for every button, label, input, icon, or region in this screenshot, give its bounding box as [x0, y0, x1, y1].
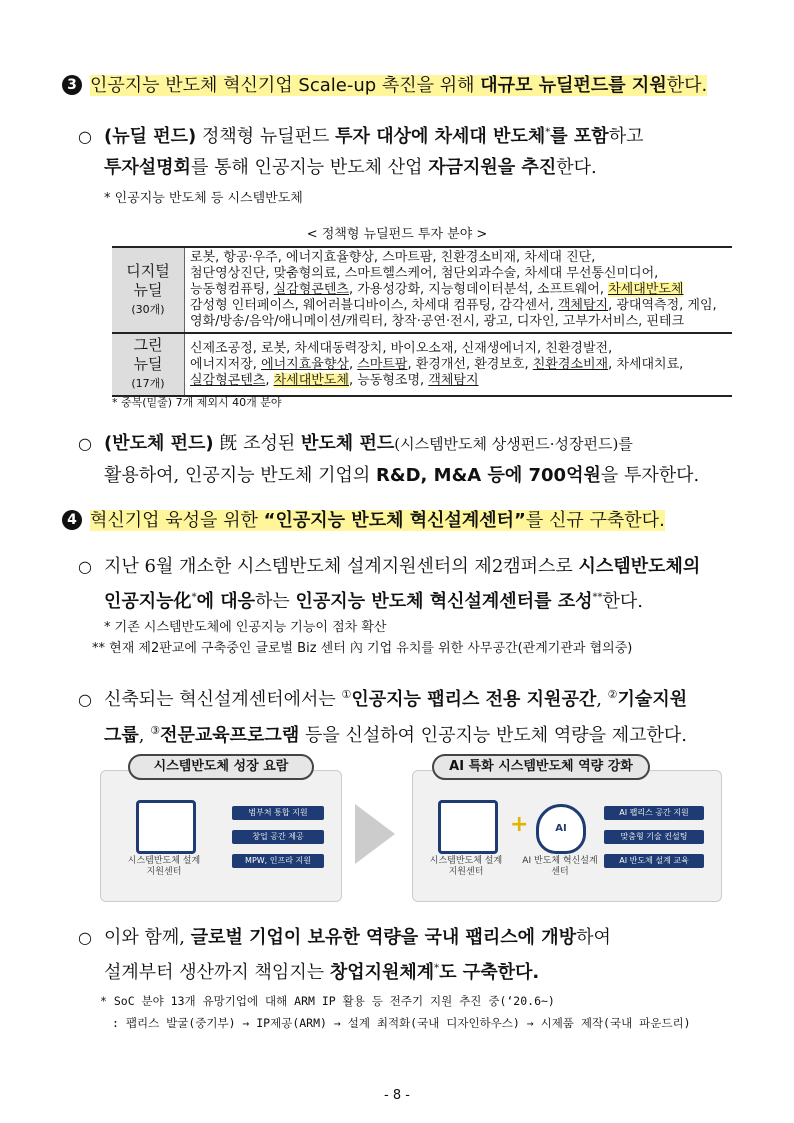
text: 한다. [602, 591, 644, 612]
t: , 가용성강화, 지능형데이터분석, 소프트웨어, [348, 282, 609, 297]
emphasis: 인공지능 반도체 혁신설계센터를 조성 [295, 591, 593, 612]
t: , 능동형조명, [348, 372, 429, 388]
section-4-emphasis: “인공지능 반도체 혁신설계센터” [263, 510, 526, 531]
bullet-marker: ○ [78, 434, 92, 453]
footnote-mark: * [545, 127, 551, 138]
footnote-1: * 인공지능 반도체 등 시스템반도체 [104, 191, 303, 206]
section-3-emphasis: 대규모 뉴딜펀드를 지원 [480, 75, 667, 96]
bullet-marker: ○ [78, 557, 92, 576]
section-3-text: 인공지능 반도체 혁신기업 Scale-up 촉진을 위해 [90, 75, 481, 96]
circled-number: ② [607, 688, 618, 701]
t: 능동형컴퓨팅, [190, 282, 274, 297]
right-panel-title: AI 특화 시스템반도체 역량 강화 [432, 754, 650, 780]
emphasis: 에 대응 [196, 591, 255, 612]
field-line [190, 282, 727, 298]
t: 차세대반도체 [608, 282, 684, 297]
cat-count: (30개) [131, 302, 165, 316]
t: , 차세대치료, [608, 356, 684, 372]
text: 을 투자한다. [600, 465, 700, 486]
field-line [190, 357, 727, 373]
table-row [112, 333, 732, 396]
t: 객체탐지 [428, 372, 479, 388]
t: , [265, 372, 274, 388]
chip-icon [438, 800, 498, 854]
t: 차세대반도체 [273, 372, 349, 388]
table-caption: < 정책형 뉴딜펀드 투자 분야 > [306, 227, 488, 242]
right-item-2: 맞춤형 기술 컨설팅 [604, 830, 704, 844]
emphasis: 창업지원체계 [329, 962, 435, 983]
emphasis: 도 구축한다. [439, 962, 540, 983]
text: 하는 [255, 591, 296, 612]
t: , [348, 356, 358, 372]
field-line: 영화/방송/음악/애니메이션/캐릭터, 창작·공연·전시, 광고, 디자인, 고부가서비스, 핀테크 [190, 314, 685, 329]
page-number: - 8 - [384, 1088, 410, 1103]
cat-count: (17개) [131, 377, 165, 390]
arrow-icon [355, 804, 395, 864]
emphasis: 전문교육프로그램 [160, 725, 300, 746]
section-3-number: 3 [62, 75, 82, 95]
field-line: 신제조공정, 로봇, 차세대동력장치, 바이오소재, 신재생에너지, 친환경발전, [190, 340, 613, 356]
footnote-5: * SoC 분야 13개 유망기업에 대해 ARM IP 활용 등 전주기 지원 추진 중(‘20.6~) [100, 994, 555, 1008]
plus-icon: + [510, 812, 529, 837]
emphasis: 자금지원을 추진 [428, 157, 557, 178]
text: 한다. [556, 157, 597, 178]
emphasis: 투자 대상에 차세대 반도체 [335, 126, 546, 147]
t: 실감형콘텐츠 [273, 282, 349, 297]
emphasis: 글로벌 기업이 보유한 역량을 국내 팹리스에 개방 [190, 927, 577, 948]
t: 스마트팜 [357, 356, 408, 372]
bullet-marker: ○ [78, 690, 92, 709]
text: 이와 함께, [104, 927, 191, 948]
t: , 광대역측정, 게임, [608, 298, 717, 313]
text: 旣 조성된 [213, 433, 302, 454]
left-item-2: 창업 공간 제공 [232, 830, 324, 844]
t: 에너지저장, [190, 356, 262, 372]
bullet-label: (반도체 펀드) [104, 433, 214, 454]
section-4-number: 4 [62, 510, 82, 530]
emphasis: 반도체 펀드 [301, 433, 395, 454]
green-fields [185, 333, 733, 396]
t: , 환경개선, 환경보호, [407, 356, 533, 372]
text: , [138, 725, 151, 746]
emphasis: 투자설명회 [104, 157, 191, 178]
cat-label: 뉴딜 [133, 280, 163, 299]
text: 하여 [576, 927, 611, 948]
bullet-newdeal-fund [78, 117, 730, 183]
field-line [190, 298, 727, 314]
left-chip-label: 시스템반도체 설계지원센터 [127, 856, 201, 877]
emphasis: 그룹 [104, 725, 139, 746]
bullet-label: (뉴딜 펀드) [104, 126, 197, 147]
cat-label: 뉴딜 [133, 355, 163, 373]
footnote-6: : 팹리스 발굴(중기부) → IP제공(ARM) → 설계 최적화(국내 디자인하우스) → 시제품 제작(국내 파운드리) [112, 1016, 691, 1030]
footnote-mark: * [191, 592, 197, 603]
section-4-text: 혁신기업 육성을 위한 [90, 510, 264, 531]
text: 활용하여, 인공지능 반도체 기업의 [104, 465, 377, 486]
bullet-startup-support [78, 922, 730, 988]
strategy-figure [100, 752, 722, 902]
cat-label: 그린 [133, 336, 163, 354]
field-line [190, 373, 727, 389]
section-3-heading [62, 73, 707, 99]
t: 객체탐지 [557, 298, 609, 313]
invest-table [112, 246, 732, 397]
section-4-heading [62, 508, 665, 534]
text: 하고 [608, 126, 644, 147]
text: 지난 6월 개소한 시스템반도체 설계지원센터의 제2캠퍼스로 [104, 556, 579, 577]
right-chip-label-2: AI 반도체 혁신설계센터 [522, 856, 598, 877]
text: (시스템반도체 상생펀드·성장펀드)를 [394, 435, 633, 453]
field-line: 첨단영상진단, 맞춤형의료, 스마트헬스케어, 첨단외과수술, 차세대 무선통신미디어, [190, 266, 659, 281]
bullet-design-center [78, 551, 730, 617]
circled-number: ① [341, 688, 352, 701]
bullet-semiconductor-fund [78, 428, 730, 491]
left-item-3: MPW, 인프라 지원 [232, 854, 324, 868]
text: 정책형 뉴딜펀드 [196, 126, 336, 147]
digital-fields [185, 247, 733, 333]
t: 실감형콘텐츠 [190, 372, 266, 388]
bullet-marker: ○ [78, 928, 92, 947]
emphasis: 기술지원 [617, 689, 688, 710]
emphasis: 인공지능 팹리스 전용 지원공간 [351, 689, 597, 710]
circled-number: ③ [150, 724, 161, 737]
text: , [596, 689, 608, 710]
section-3-tail: 한다. [666, 75, 708, 96]
text: 설계부터 생산까지 책임지는 [104, 962, 330, 983]
text: 등을 신설하여 인공지능 반도체 역량을 제고한다. [299, 725, 688, 746]
footnote-2: * 중복(밑줄) 7개 제외시 40개 분야 [112, 396, 282, 409]
bullet-center-programs [78, 679, 730, 751]
emphasis: R&D, M&A 등에 700억원 [376, 465, 601, 486]
emphasis: 인공지능化 [104, 591, 192, 612]
category-green [112, 333, 185, 396]
cat-label: 디지털 [126, 261, 170, 280]
t: 친환경소비재 [532, 356, 609, 372]
text: 를 통해 인공지능 반도체 산업 [190, 157, 429, 178]
text: 신축되는 혁신설계센터에서는 [104, 689, 342, 710]
footnote-3: * 기존 시스템반도체에 인공지능 기능이 점차 확산 [104, 620, 387, 635]
chip-icon [136, 800, 196, 854]
footnote-mark: * [434, 963, 440, 974]
bullet-marker: ○ [78, 127, 92, 146]
t: 에너지효율향상 [261, 356, 349, 372]
emphasis: 를 포함 [550, 126, 609, 147]
emphasis: 시스템반도체의 [578, 556, 701, 577]
section-4-tail: 를 신규 구축한다. [525, 510, 665, 531]
right-item-1: AI 팹리스 공간 지원 [604, 806, 704, 820]
ai-head-icon: AI [536, 804, 586, 854]
footnote-4: ** 현재 제2판교에 구축중인 글로벌 Biz 센터 內 기업 유치를 위한 사무공간(관계기관과 협의중) [92, 641, 633, 656]
left-item-1: 범부처 통합 지원 [232, 806, 324, 820]
field-line: 로봇, 항공·우주, 에너지효율향상, 스마트팜, 친환경소비재, 차세대 진단, [190, 250, 596, 265]
right-chip-label-1: 시스템반도체 설계지원센터 [429, 856, 503, 877]
right-item-3: AI 반도체 설계 교육 [604, 854, 704, 868]
footnote-mark: ** [592, 592, 603, 603]
category-digital [112, 247, 185, 333]
t: 감성형 인터페이스, 웨어러블디바이스, 차세대 컴퓨팅, 감각센서, [190, 298, 558, 313]
left-panel-title: 시스템반도체 성장 요람 [128, 754, 314, 780]
table-row [112, 247, 732, 333]
